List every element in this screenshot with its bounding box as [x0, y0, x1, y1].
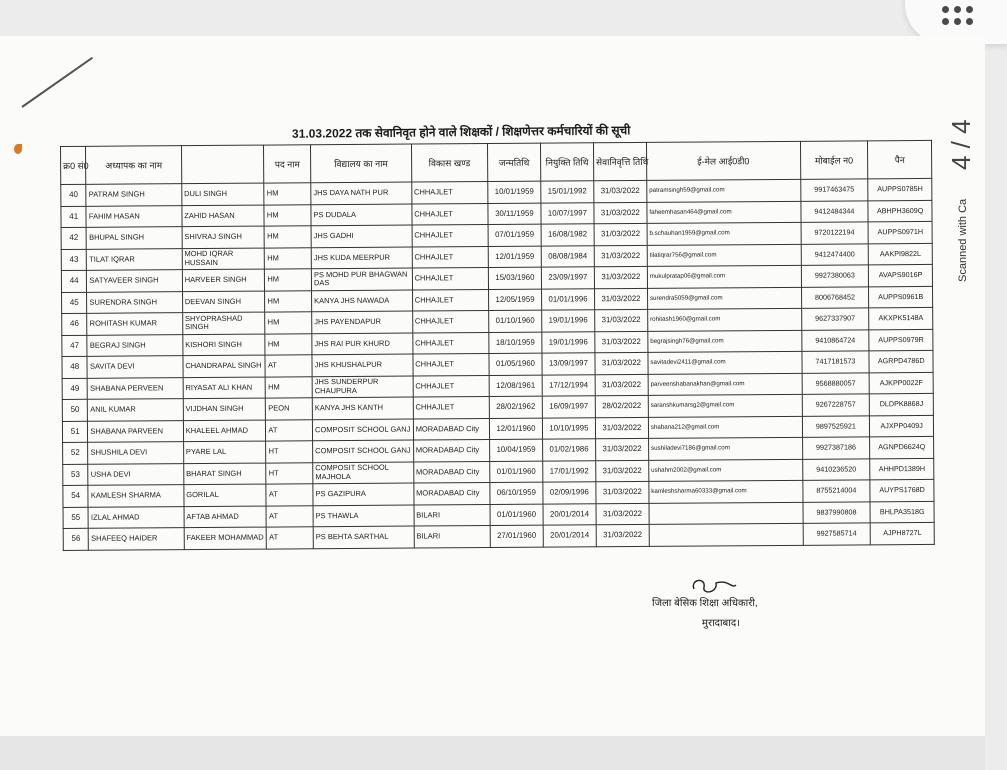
pan-number-cell: AUYPS1768D	[870, 479, 934, 501]
document-title: 31.03.2022 तक सेवानिवृत होने वाले शिक्षकों / शिक्षणेत्तर कर्मचारियों की सूची	[291, 123, 631, 141]
designation-cell: HM	[265, 247, 312, 269]
birth-date-cell: 07/01/1959	[488, 224, 541, 246]
block-name-cell: CHHAJLET	[413, 354, 489, 376]
email-id-cell: shabana212@gmail.com	[648, 416, 802, 439]
pan-number-cell: AVAPS9016P	[869, 264, 933, 286]
teacher-name-cell: IZLAL AHMAD	[88, 506, 184, 528]
retirement-date-cell: 31/03/2022	[595, 417, 648, 439]
retirement-date-cell: 31/03/2022	[594, 223, 647, 245]
email-id-cell: saranshkumarsg2@gmail.com	[648, 394, 802, 417]
appointment-date-cell: 01/02/1986	[542, 439, 595, 461]
appointment-date-cell: 20/01/2014	[543, 503, 596, 525]
birth-date-cell: 06/10/1959	[490, 482, 543, 504]
father-name-cell: PYARE LAL	[183, 441, 266, 463]
appointment-date-cell: 10/07/1997	[541, 202, 594, 224]
birth-date-cell: 27/01/1960	[490, 525, 543, 547]
mobile-number-cell: 9267228757	[802, 394, 870, 416]
serial-number-cell: 45	[62, 292, 88, 314]
mobile-number-cell: 9412474400	[801, 243, 869, 265]
email-id-cell: tilatiqrar756@gmail.com	[647, 244, 801, 267]
retirement-date-cell: 31/03/2022	[596, 481, 649, 503]
designation-cell: PEON	[266, 398, 313, 420]
mobile-number-cell: 9837990808	[803, 501, 871, 523]
serial-number-cell: 49	[62, 378, 88, 400]
birth-date-cell: 30/11/1959	[488, 203, 541, 225]
serial-number-cell: 54	[63, 485, 89, 507]
column-header: सेवानिवृत्ति तिथि	[593, 142, 646, 180]
birth-date-cell: 12/05/1959	[488, 289, 541, 311]
teacher-name-cell: ROHITASH KUMAR	[87, 313, 183, 335]
teacher-name-cell: PATRAM SINGH	[86, 184, 182, 206]
birth-date-cell: 01/01/1960	[490, 504, 543, 526]
retirement-date-cell: 31/03/2022	[594, 288, 647, 310]
more-dots-icon	[942, 6, 978, 30]
column-header: नियुक्ति तिथि	[540, 143, 593, 181]
serial-number-cell: 56	[63, 528, 89, 550]
retirement-date-cell: 31/03/2022	[595, 374, 648, 396]
mobile-number-cell: 9412484344	[800, 200, 868, 222]
teacher-name-cell: SHABANA PERVEEN	[88, 377, 184, 399]
school-name-cell: JHS GADHI	[311, 225, 412, 247]
page-indicator: 4 / 4	[946, 119, 976, 170]
email-id-cell: begrajsingh76@gmail.com	[648, 330, 802, 353]
birth-date-cell: 18/10/1959	[489, 332, 542, 354]
appointment-date-cell: 02/09/1996	[543, 482, 596, 504]
retirement-list-table	[60, 140, 935, 551]
mobile-number-cell: 9627337907	[801, 308, 869, 330]
mobile-number-cell: 9927585714	[803, 523, 871, 545]
block-name-cell: CHHAJLET	[412, 268, 488, 290]
designation-cell: HT	[266, 462, 313, 484]
father-name-cell: DEEVAN SINGH	[182, 291, 265, 313]
column-header: क्र0 सं0	[61, 146, 87, 184]
mobile-number-cell: 9917463475	[800, 179, 868, 201]
father-name-cell: RIYASAT ALI KHAN	[183, 377, 266, 399]
designation-cell: HM	[264, 226, 311, 248]
email-id-cell: parveenshabanakhan@gmail.com	[648, 373, 802, 396]
block-name-cell: CHHAJLET	[411, 182, 487, 204]
teacher-name-cell: SHABANA PARVEEN	[88, 420, 184, 442]
appointment-date-cell: 23/09/1997	[541, 267, 594, 289]
appointment-date-cell: 19/01/1996	[542, 331, 595, 353]
father-name-cell: VIJDHAN SINGH	[183, 398, 266, 420]
mobile-number-cell: 9410236520	[802, 458, 870, 480]
viewer-bottom-bar	[0, 736, 985, 770]
teacher-name-cell: TILAT IQRAR	[87, 248, 183, 270]
birth-date-cell: 15/03/1960	[488, 267, 541, 289]
designation-cell: AT	[265, 355, 312, 377]
block-name-cell: BILARI	[414, 504, 490, 526]
email-id-cell: surendra5059@gmail.com	[647, 287, 801, 310]
designation-cell: AT	[266, 484, 313, 506]
email-id-cell: patramsingh59@gmail.com	[647, 179, 801, 202]
father-name-cell: MOHD IQRAR HUSSAIN	[182, 248, 265, 270]
email-id-cell: rohitash1960@gmail.com	[648, 308, 802, 331]
serial-number-cell: 43	[61, 249, 87, 271]
retirement-date-cell: 31/03/2022	[594, 180, 647, 202]
email-id-cell	[649, 523, 803, 546]
mobile-number-cell: 9410864724	[801, 329, 869, 351]
father-name-cell: KHALEEL AHMAD	[183, 420, 266, 442]
mobile-number-cell: 7417181573	[801, 351, 869, 373]
serial-number-cell: 47	[62, 335, 88, 357]
retirement-date-cell: 31/03/2022	[596, 503, 649, 525]
appointment-date-cell: 19/01/1996	[542, 310, 595, 332]
father-name-cell: DULI SINGH	[182, 183, 265, 205]
father-name-cell: GORILAL	[184, 484, 267, 506]
school-name-cell: JHS KUDA MEERPUR	[311, 247, 412, 269]
block-name-cell: BILARI	[414, 526, 490, 548]
father-name-cell: SHYOPRASHAD SINGH	[182, 312, 265, 334]
pan-number-cell: BHLPA3518G	[870, 501, 934, 523]
retirement-date-cell: 31/03/2022	[594, 245, 647, 267]
birth-date-cell: 01/01/1960	[490, 461, 543, 483]
pan-number-cell: AKXPK5148A	[869, 307, 933, 329]
designation-cell: HM	[265, 269, 312, 291]
pan-number-cell: AAKPI9822L	[869, 243, 933, 265]
school-name-cell: COMPOSIT SCHOOL GANJ	[313, 440, 414, 462]
block-name-cell: CHHAJLET	[412, 225, 488, 247]
school-name-cell: PS MOHD PUR BHAGWAN DAS	[311, 268, 412, 290]
retirement-date-cell: 31/03/2022	[595, 438, 648, 460]
mobile-number-cell: 8006768452	[801, 286, 869, 308]
email-id-cell: kamleshsharma60333@gmail.com	[649, 480, 803, 503]
email-id-cell	[649, 502, 803, 525]
teacher-name-cell: ANIL KUMAR	[88, 399, 184, 421]
signature-designation: जिला बेसिक शिक्षा अधिकारी,	[652, 598, 758, 609]
father-name-cell: CHANDRAPAL SINGH	[183, 355, 266, 377]
pan-number-cell: AJKPP0022F	[869, 372, 933, 394]
birth-date-cell: 01/05/1960	[489, 353, 542, 375]
teacher-name-cell: BEGRAJ SINGH	[87, 334, 183, 356]
designation-cell: HM	[264, 183, 311, 205]
father-name-cell: KISHORI SINGH	[183, 334, 266, 356]
teacher-name-cell: USHA DEVI	[88, 463, 184, 485]
father-name-cell: ZAHID HASAN	[182, 205, 265, 227]
signature-location: मुरादाबाद।	[702, 618, 740, 629]
appointment-date-cell: 20/01/2014	[543, 525, 596, 547]
school-name-cell: PS DUDALA	[311, 204, 412, 226]
designation-cell: HM	[265, 290, 312, 312]
appointment-date-cell: 16/09/1997	[542, 396, 595, 418]
designation-cell: AT	[266, 419, 313, 441]
pan-number-cell: DLDPK8868J	[870, 393, 934, 415]
appointment-date-cell: 17/12/1994	[542, 374, 595, 396]
birth-date-cell: 10/04/1959	[490, 439, 543, 461]
birth-date-cell: 01/10/1960	[489, 310, 542, 332]
table-body	[61, 178, 935, 550]
pan-number-cell: AUPPS0785H	[868, 178, 932, 200]
mobile-number-cell: 9927387186	[802, 437, 870, 459]
designation-cell: HM	[266, 376, 313, 398]
mobile-number-cell: 8755214004	[802, 480, 870, 502]
email-id-cell: mukulpratap06@gmail.com	[647, 265, 801, 288]
school-name-cell: JHS DAYA NATH PUR	[311, 182, 412, 204]
block-name-cell: CHHAJLET	[412, 203, 488, 225]
teacher-name-cell: KAMLESH SHARMA	[88, 485, 184, 507]
mobile-number-cell: 9720122194	[801, 222, 869, 244]
column-header: विकास खण्ड	[411, 144, 488, 183]
block-name-cell: CHHAJLET	[412, 246, 488, 268]
email-id-cell: ushahm2002@gmail.com	[649, 459, 803, 482]
pan-number-cell: ABHPH3609Q	[868, 200, 932, 222]
pan-number-cell: AGRPD4786D	[869, 350, 933, 372]
school-name-cell: COMPOSIT SCHOOL MAJHOLA	[313, 462, 414, 484]
appointment-date-cell: 08/08/1984	[541, 245, 594, 267]
mobile-number-cell: 9897525921	[802, 415, 870, 437]
designation-cell: AT	[266, 505, 313, 527]
appointment-date-cell: 10/10/1995	[542, 417, 595, 439]
retirement-date-cell: 31/03/2022	[594, 266, 647, 288]
teacher-name-cell: BHUPAL SINGH	[86, 227, 182, 249]
retirement-date-cell: 31/03/2022	[596, 524, 649, 546]
column-header: विद्यालय का नाम	[311, 144, 412, 183]
email-id-cell: b.schauhan1959@gmail.com	[647, 222, 801, 245]
designation-cell: AT	[267, 527, 314, 549]
email-id-cell: faheemhasan464@gmail.com	[647, 201, 801, 224]
retirement-date-cell: 31/03/2022	[595, 309, 648, 331]
teacher-name-cell: SHAFEEQ HAIDER	[89, 528, 185, 550]
teacher-name-cell: FAHIM HASAN	[86, 205, 182, 227]
appointment-date-cell: 17/01/1992	[543, 460, 596, 482]
father-name-cell: FAKEER MOHAMMAD	[184, 527, 267, 549]
block-name-cell: CHHAJLET	[412, 311, 488, 333]
father-name-cell: HARVEER SINGH	[182, 269, 265, 291]
column-header	[181, 145, 264, 184]
teacher-name-cell: SAVITA DEVI	[87, 356, 183, 378]
document-page	[0, 36, 985, 736]
block-name-cell: CHHAJLET	[412, 332, 488, 354]
pan-number-cell: AHHPD1389H	[870, 458, 934, 480]
school-name-cell: KANYA JHS KANTH	[312, 397, 413, 419]
column-header: अध्यापक का नाम	[86, 146, 182, 185]
serial-number-cell: 44	[61, 270, 87, 292]
page-corner-mark	[14, 144, 22, 154]
school-name-cell: JHS KHUSHALPUR	[312, 354, 413, 376]
table-header-row	[61, 140, 932, 184]
school-name-cell: JHS RAI PUR KHURD	[312, 333, 413, 355]
birth-date-cell: 28/02/1962	[489, 396, 542, 418]
birth-date-cell: 12/01/1959	[488, 246, 541, 268]
school-name-cell: PS THAWLA	[313, 505, 414, 527]
column-header: मोबाईल न0	[800, 141, 868, 179]
signature-block	[640, 581, 800, 641]
serial-number-cell: 46	[62, 313, 88, 335]
serial-number-cell: 53	[63, 464, 89, 486]
block-name-cell: MORADABAD City	[413, 440, 489, 462]
pan-number-cell: AGNPD6624Q	[870, 436, 934, 458]
pan-number-cell: AUPPS0971H	[868, 221, 932, 243]
pan-number-cell: AUPPS0979R	[869, 329, 933, 351]
appointment-date-cell: 16/08/1982	[541, 224, 594, 246]
scanner-watermark: Scanned with Ca	[957, 198, 969, 282]
designation-cell: HT	[266, 441, 313, 463]
email-id-cell: sushiladevi7186@gmail.com	[648, 437, 802, 460]
birth-date-cell: 12/01/1960	[489, 418, 542, 440]
teacher-name-cell: SATYAVEER SINGH	[87, 270, 183, 292]
serial-number-cell: 40	[61, 184, 87, 206]
block-name-cell: CHHAJLET	[413, 375, 489, 397]
father-name-cell: SHIVRAJ SINGH	[182, 226, 265, 248]
serial-number-cell: 42	[61, 227, 87, 249]
pan-number-cell: AUPPS0961B	[869, 286, 933, 308]
column-header: जन्मतिथि	[487, 143, 540, 181]
mobile-number-cell: 9927380063	[801, 265, 869, 287]
serial-number-cell: 51	[62, 421, 88, 443]
father-name-cell: AFTAB AHMAD	[184, 506, 267, 528]
signature-scribble	[688, 575, 738, 597]
retirement-date-cell: 31/03/2022	[594, 202, 647, 224]
teacher-name-cell: SHUSHILA DEVI	[88, 442, 184, 464]
school-name-cell: KANYA JHS NAWADA	[312, 290, 413, 312]
designation-cell: HM	[264, 204, 311, 226]
serial-number-cell: 50	[62, 399, 88, 421]
retirement-date-cell: 31/03/2022	[595, 331, 648, 353]
appointment-date-cell: 01/01/1996	[541, 288, 594, 310]
birth-date-cell: 12/08/1961	[489, 375, 542, 397]
designation-cell: HM	[265, 333, 312, 355]
block-name-cell: MORADABAD City	[413, 461, 489, 483]
retirement-date-cell: 31/03/2022	[596, 460, 649, 482]
school-name-cell: PS BEHTA SARTHAL	[313, 526, 414, 548]
block-name-cell: MORADABAD City	[413, 418, 489, 440]
serial-number-cell: 48	[62, 356, 88, 378]
pan-number-cell: AJPH8727L	[870, 522, 934, 544]
block-name-cell: MORADABAD City	[414, 483, 490, 505]
page-fold-line	[21, 57, 93, 108]
mobile-number-cell: 9568880057	[802, 372, 870, 394]
email-id-cell: savitadevi2411@gmail.com	[648, 351, 802, 374]
appointment-date-cell: 15/01/1992	[541, 181, 594, 203]
column-header: पैन	[868, 140, 932, 178]
school-name-cell: PS GAZIPURA	[313, 483, 414, 505]
retirement-date-cell: 28/02/2022	[595, 395, 648, 417]
column-header: ई-मेल आई0डी0	[646, 141, 800, 180]
teacher-name-cell: SURENDRA SINGH	[87, 291, 183, 313]
school-name-cell: JHS SUNDERPUR CHAUPURA	[312, 376, 413, 398]
school-name-cell: COMPOSIT SCHOOL GANJ	[312, 419, 413, 441]
father-name-cell: BHARAT SINGH	[183, 463, 266, 485]
column-header: पद नाम	[264, 145, 311, 183]
block-name-cell: CHHAJLET	[412, 289, 488, 311]
appointment-date-cell: 13/09/1997	[542, 353, 595, 375]
serial-number-cell: 55	[63, 507, 89, 529]
serial-number-cell: 41	[61, 206, 87, 228]
serial-number-cell: 52	[63, 442, 89, 464]
block-name-cell: CHHAJLET	[413, 397, 489, 419]
designation-cell: HM	[265, 312, 312, 334]
pan-number-cell: AJXPP0409J	[870, 415, 934, 437]
school-name-cell: JHS PAYENDAPUR	[312, 311, 413, 333]
retirement-date-cell: 31/03/2022	[595, 352, 648, 374]
viewer-top-bar	[0, 0, 985, 36]
birth-date-cell: 10/01/1959	[488, 181, 541, 203]
